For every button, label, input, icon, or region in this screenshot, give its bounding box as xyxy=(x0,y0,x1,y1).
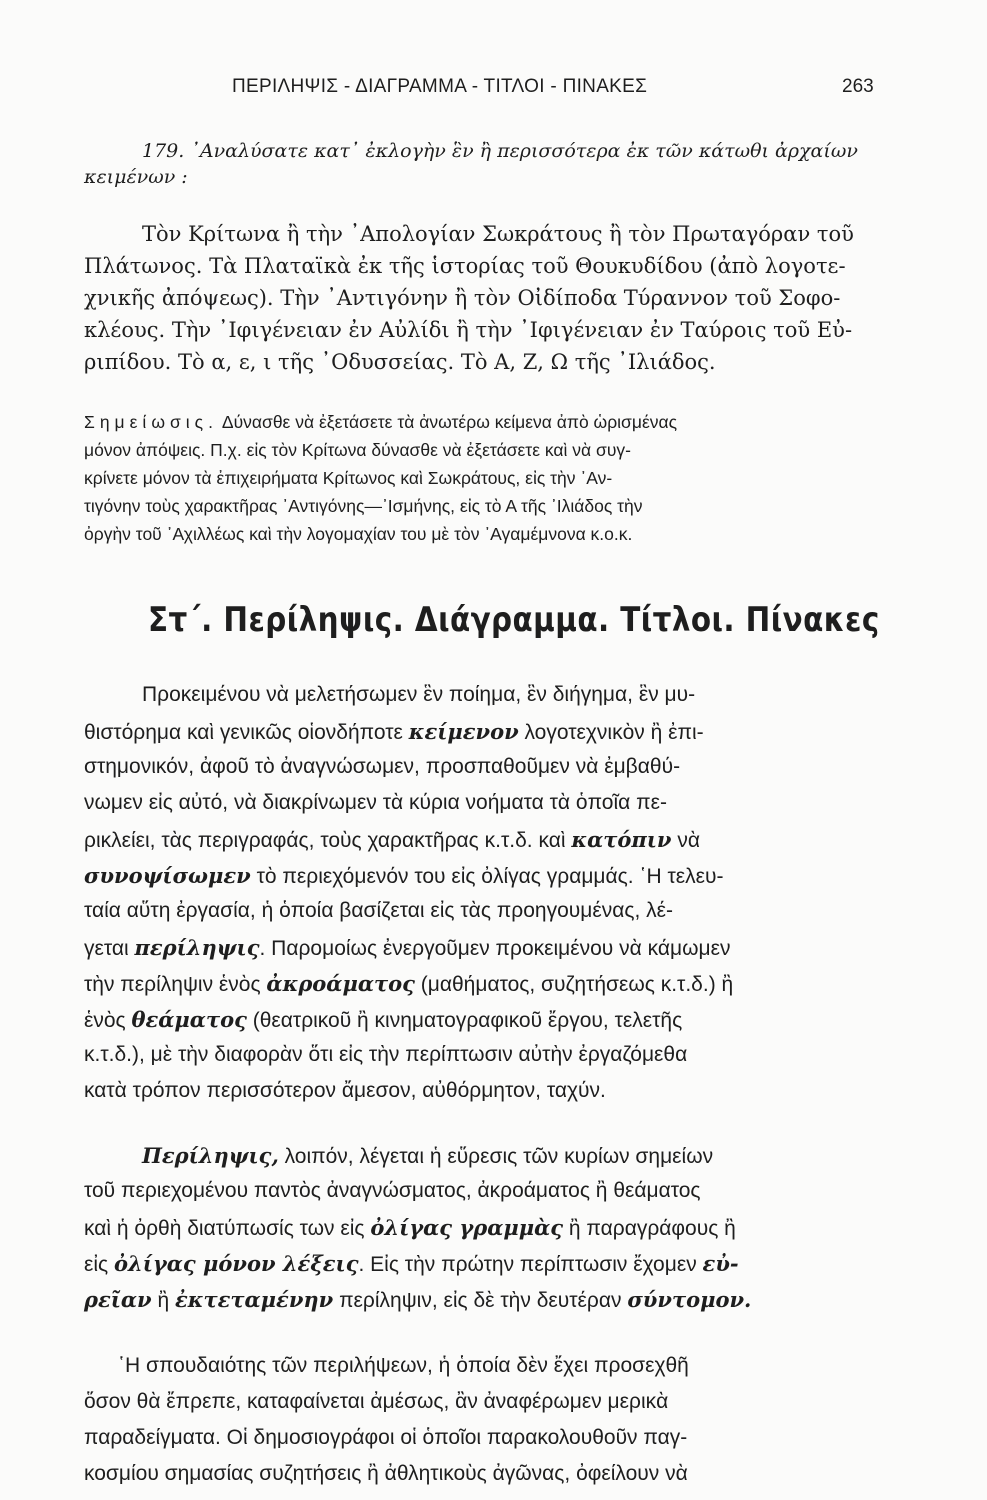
texts-line: χνικῆς ἀπόψεως). Τὴν ᾿Αντιγόνην ἢ τὸν Οἰδίποδα Τύραννον τοῦ Σοφο- xyxy=(84,286,841,310)
exercise-line: 179. ᾿Αναλύσατε κατ᾿ ἐκλογὴν ἓν ἢ περισσότερα ἐκ τῶν κάτωθι ἀρχαίων xyxy=(142,140,858,162)
texts-line: κλέους. Τὴν ᾿Ιφιγένειαν ἐν Αὐλίδι ἢ τὴν ᾿Ιφιγένειαν ἐν Ταύροις τοῦ Εὐ- xyxy=(84,318,853,342)
paragraph-line: ρεῖαν ἢ ἐκτεταμένην περίληψιν, εἰς δὲ τὴν δευτέραν σύντομον. xyxy=(84,1287,752,1312)
paragraph-line: ταία αὕτη ἐργασία, ἡ ὁποία βασίζεται εἰς τὰς προηγουμένας, λέ- xyxy=(84,899,673,922)
paragraph-line: ἑνὸς θεάματος (θεατρικοῦ ἢ κινηματογραφικοῦ ἔργου, τελετῆς xyxy=(84,1007,683,1032)
texts-line: Πλάτωνος. Τὰ Πλαταϊκὰ ἐκ τῆς ἱστορίας τοῦ Θουκυδίδου (ἀπὸ λογοτε- xyxy=(84,254,846,278)
paragraph-line: κοσμίου σημασίας συζητήσεις ἢ ἀθλητικοὺς ἀγῶνας, ὀφείλουν νὰ xyxy=(84,1462,688,1485)
paragraph-line: Περίληψις, λοιπόν, λέγεται ἡ εὕρεσις τῶν κυρίων σημείων xyxy=(142,1143,714,1168)
paragraph-line: ρικλείει, τὰς περιγραφάς, τοὺς χαρακτῆρας κ.τ.δ. καὶ κατόπιν νὰ xyxy=(84,827,700,852)
emphasis: περίληψις xyxy=(134,935,260,960)
texts-line: Τὸν Κρίτωνα ἢ τὴν ᾿Απολογίαν Σωκράτους ἢ τὸν Πρωταγόραν τοῦ xyxy=(142,222,854,246)
paragraph-line: καὶ ἡ ὀρθὴ διατύπωσίς των εἰς ὀλίγας γραμμὰς ἢ παραγράφους ἢ xyxy=(84,1215,736,1240)
emphasis: συνοψίσωμεν xyxy=(84,863,251,888)
paragraph-line: κ.τ.δ.), μὲ τὴν διαφορὰν ὅτι εἰς τὴν περίπτωσιν αὐτὴν ἐργαζόμεθα xyxy=(84,1043,688,1066)
note-label: Σημείωσις. xyxy=(84,412,218,432)
paragraph-line: τὴν περίληψιν ἑνὸς ἀκροάματος (μαθήματος, συζητήσεως κ.τ.δ.) ἢ xyxy=(84,971,734,996)
note-line: κρίνετε μόνον τὰ ἐπιχειρήματα Κρίτωνος καὶ Σωκράτους, εἰς τὴν ᾿Αν- xyxy=(84,468,613,488)
paragraph-line: συνοψίσωμεν τὸ περιεχόμενόν του εἰς ὀλίγας γραμμάς. ῾Η τελευ- xyxy=(84,863,724,888)
paragraph-line: στημονικόν, ἀφοῦ τὸ ἀναγνώσωμεν, προσπαθοῦμεν νὰ ἐμβαθύ- xyxy=(84,755,681,778)
emphasis: κείμενον xyxy=(408,719,519,744)
paragraph-line: τοῦ περιεχομένου παντὸς ἀναγνώσματος, ἀκροάματος ἢ θεάματος xyxy=(84,1179,701,1202)
section-title: Στ΄. Περίληψις. Διάγραμμα. Τίτλοι. Πίνακες xyxy=(148,600,880,640)
exercise-line: κειμένων : xyxy=(84,166,188,188)
emphasis: θεάματος xyxy=(131,1007,247,1032)
note-line: ὀργὴν τοῦ ᾿Αχιλλέως καὶ τὴν λογομαχίαν του μὲ τὸν ᾿Αγαμέμνονα κ.ο.κ. xyxy=(84,524,633,544)
paragraph-line: εἰς ὀλίγας μόνον λέξεις. Εἰς τὴν πρώτην περίπτωσιν ἔχομεν εὐ- xyxy=(84,1251,739,1276)
emphasis: εὐ- xyxy=(702,1251,739,1276)
emphasis: ὀλίγας μόνον λέξεις xyxy=(113,1251,359,1276)
paragraph-line: κατὰ τρόπον περισσότερον ἄμεσον, αὐθόρμητον, ταχύν. xyxy=(84,1079,606,1102)
emphasis: ἐκτεταμένην xyxy=(174,1287,334,1312)
emphasis: ἀκροάματος xyxy=(266,971,415,996)
paragraph-line: θιστόρημα καὶ γενικῶς οἱονδήποτε κείμενον λογοτεχνικὸν ἢ ἐπι- xyxy=(84,719,704,744)
running-header: ΠΕΡΙΛΗΨΙΣ - ΔΙΑΓΡΑΜΜΑ - ΤΙΤΛΟΙ - ΠΙΝΑΚΕΣ xyxy=(232,76,648,97)
paragraph-line: ὅσον θὰ ἔπρεπε, καταφαίνεται ἀμέσως, ἂν ἀναφέρωμεν μερικὰ xyxy=(84,1390,669,1413)
note-line: τιγόνην τοὺς χαρακτῆρας ᾿Αντιγόνης—᾿Ισμήνης, εἰς τὸ Α τῆς ᾿Ιλιάδος τὴν xyxy=(84,496,643,516)
note-text: Δύνασθε νὰ ἐξετάσετε τὰ ἀνωτέρω κείμενα ἀπὸ ὡρισμένας xyxy=(221,412,678,432)
page-number: 263 xyxy=(842,76,874,97)
texts-line: ριπίδου. Τὸ α, ε, ι τῆς ᾿Οδυσσείας. Τὸ Α, Ζ, Ω τῆς ᾿Ιλιάδος. xyxy=(84,350,716,374)
paragraph-line: γεται περίληψις. Παρομοίως ἐνεργοῦμεν προκειμένου νὰ κάμωμεν xyxy=(84,935,731,960)
emphasis: ρεῖαν xyxy=(84,1287,152,1312)
note-line: μόνον ἀπόψεις. Π.χ. εἰς τὸν Κρίτωνα δύνασθε νὰ ἐξετάσετε καὶ νὰ συγ- xyxy=(84,440,631,460)
note-line xyxy=(84,412,677,433)
emphasis: Περίληψις, xyxy=(142,1143,279,1168)
paragraph-line: ῾Η σπουδαιότης τῶν περιλήψεων, ἡ ὁποία δὲν ἔχει προσεχθῆ xyxy=(118,1354,689,1377)
paragraph-line: παραδείγματα. Οἱ δημοσιογράφοι οἱ ὁποῖοι παρακολουθοῦν παγ- xyxy=(84,1426,688,1449)
paragraph-line: νωμεν εἰς αὐτό, νὰ διακρίνωμεν τὰ κύρια νοήματα τὰ ὁποῖα πε- xyxy=(84,791,667,814)
paragraph-line: Προκειμένου νὰ μελετήσωμεν ἓν ποίημα, ἓν διήγημα, ἓν μυ- xyxy=(142,683,696,706)
emphasis: κατόπιν xyxy=(571,827,672,852)
emphasis: ὀλίγας γραμμὰς xyxy=(370,1215,564,1240)
emphasis: σύντομον. xyxy=(627,1287,752,1312)
